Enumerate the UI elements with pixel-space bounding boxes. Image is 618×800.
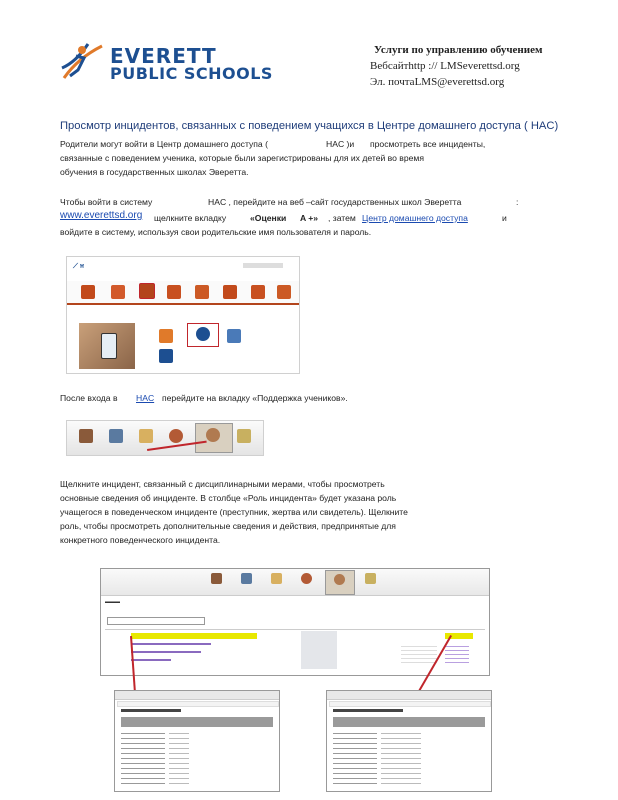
d-row4 bbox=[131, 659, 171, 661]
hac-text-link[interactable]: HAC bbox=[136, 393, 155, 403]
p4-line1: Щелкните инцидент, связанный с дисциплинарными мерами, чтобы просмотреть bbox=[60, 479, 385, 489]
website-line: Вебсайтhttp :// LMSeverettsd.org bbox=[370, 60, 520, 72]
d-row3 bbox=[131, 651, 201, 653]
tab-attendance-icon bbox=[109, 429, 123, 443]
popup1-heading bbox=[121, 709, 181, 712]
p3-a: После входа в bbox=[60, 393, 118, 403]
student-support-icon bbox=[206, 428, 220, 442]
mini-phone-photo bbox=[79, 323, 135, 369]
d-attendance-icon bbox=[241, 573, 252, 584]
department-name: Услуги по управлению обучением bbox=[374, 44, 543, 56]
p1-line1b: HAC )и bbox=[326, 139, 355, 149]
p1-line1c: просмотреть все инциденты, bbox=[370, 139, 486, 149]
logo-text-public-schools: PUBLIC SCHOOLS bbox=[110, 64, 273, 83]
nav-food-icon bbox=[167, 285, 181, 299]
d-heading: ▬▬▬ bbox=[105, 599, 120, 605]
d-support-icon bbox=[334, 574, 345, 585]
popup2-titlebar bbox=[327, 691, 491, 700]
d-home-icon bbox=[211, 573, 222, 584]
d-blurred-area bbox=[301, 631, 337, 669]
d-grades-icon bbox=[301, 573, 312, 584]
popup1-labels bbox=[121, 729, 165, 787]
p2-line1b: HAC , перейдите на веб bbox=[208, 197, 304, 207]
p1-line1a: Родители могут войти в Центр домашнего доступа ( bbox=[60, 139, 268, 149]
p2-line2c: «Оценки bbox=[250, 213, 287, 223]
p1-line3: обучения в государственных школах Эверетта. bbox=[60, 167, 249, 177]
d-report-icon bbox=[365, 573, 376, 584]
p2-line1a: Чтобы войти в систему bbox=[60, 197, 153, 207]
tab-grades-icon bbox=[169, 429, 183, 443]
tab-classwork-icon bbox=[139, 429, 153, 443]
mini-search-icon bbox=[243, 263, 283, 268]
p3-c: перейдите на вкладку «Поддержка учеников». bbox=[162, 393, 348, 403]
p2-line2d: A +» bbox=[300, 213, 319, 223]
popup2-header-row bbox=[333, 717, 485, 727]
logo-text-everett: EVERETT bbox=[110, 44, 217, 68]
hac-link[interactable]: Центр домашнего доступа bbox=[362, 213, 468, 223]
nav-home-icon bbox=[81, 285, 95, 299]
nav-grades-icon bbox=[139, 283, 155, 299]
link-hac-icon bbox=[159, 329, 173, 343]
hac-highlight-box bbox=[187, 323, 219, 347]
nav-jobs-icon bbox=[251, 285, 265, 299]
link-skyward-icon bbox=[227, 329, 241, 343]
popup2-url bbox=[329, 701, 491, 707]
p4-line5: конкретного поведенческого инцидента. bbox=[60, 535, 221, 545]
tab-student-support[interactable] bbox=[195, 423, 233, 453]
d-row-highlight bbox=[131, 633, 257, 639]
nav-calendar-icon bbox=[195, 285, 209, 299]
mini-logo-icon: ⟋ ⁜ bbox=[73, 263, 85, 270]
p2-line2g: и bbox=[502, 213, 507, 223]
screenshot-hac-tabs bbox=[66, 420, 264, 456]
nav-about-icon bbox=[111, 285, 125, 299]
page-title: Просмотр инцидентов, связанных с поведением учащихся в Центре домашнего доступа ( HAC) bbox=[60, 120, 559, 132]
popup1-values bbox=[169, 729, 189, 787]
d-divider bbox=[105, 629, 485, 630]
p4-line2: основные сведения об инциденте. В столбце «Роль инцидента» будет указана роль bbox=[60, 493, 397, 503]
popup1-url bbox=[117, 701, 279, 707]
tab-home-icon bbox=[79, 429, 93, 443]
screenshot-discipline bbox=[100, 568, 490, 676]
p4-line3: учащегося в поведенческом инциденте (преступник, жертва или свидетель). Щелкните bbox=[60, 507, 408, 517]
p2-line1c: –сайт государственных школ Эверетта bbox=[306, 197, 462, 207]
nav-alert-icon bbox=[223, 285, 237, 299]
p4-line4: роль, чтобы просмотреть дополнительные сведения и действия, предпринятые для bbox=[60, 521, 396, 531]
d-dates bbox=[401, 643, 437, 665]
p2-line2e: , затем bbox=[328, 213, 356, 223]
mini-hac-tabbar bbox=[101, 569, 489, 596]
logo-mark-icon bbox=[58, 38, 108, 88]
link-parent-icon bbox=[159, 349, 173, 363]
nav-map-icon bbox=[277, 285, 291, 299]
everettsd-link[interactable]: www.everettsd.org bbox=[60, 210, 143, 221]
screenshot-website bbox=[66, 256, 300, 374]
email-line: Эл. почтаLMS@everettsd.org bbox=[370, 76, 505, 88]
popup1-header-row bbox=[121, 717, 273, 727]
p1-line2: связанные с поведением ученика, которые были зарегистрированы для их детей во время bbox=[60, 153, 424, 163]
popup2-heading bbox=[333, 709, 403, 712]
mini-navbar bbox=[67, 281, 299, 305]
d-student-support bbox=[325, 570, 355, 595]
p2-line3: войдите в систему, используя свои родительские имя пользователя и пароль. bbox=[60, 227, 372, 237]
hac-icon bbox=[196, 327, 210, 341]
screenshot-popup-incident bbox=[114, 690, 280, 792]
tab-report-icon bbox=[237, 429, 251, 443]
d-roles bbox=[445, 643, 469, 665]
d-filter-select bbox=[107, 617, 205, 625]
d-row2 bbox=[131, 643, 211, 645]
popup2-labels bbox=[333, 729, 377, 787]
popup1-titlebar bbox=[115, 691, 279, 700]
d-classwork-icon bbox=[271, 573, 282, 584]
screenshot-popup-role bbox=[326, 690, 492, 792]
p2-line2b: щелкните вкладку bbox=[154, 213, 227, 223]
phone-icon bbox=[101, 333, 117, 359]
p2-line1d: : bbox=[516, 197, 519, 207]
popup2-values bbox=[381, 729, 421, 787]
